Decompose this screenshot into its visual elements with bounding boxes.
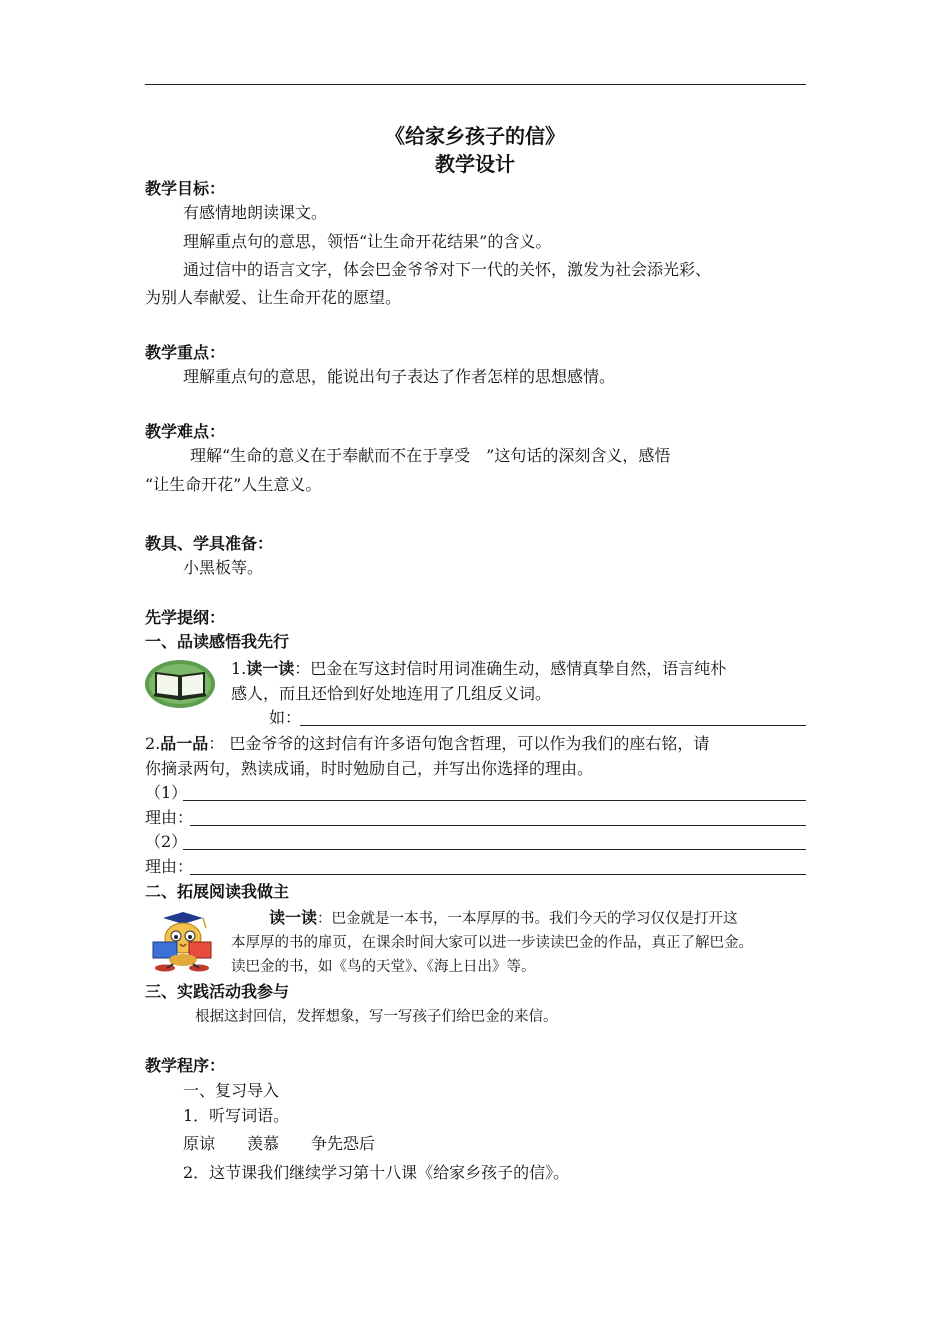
section1-heading: 一、品读感悟我先行 [145, 632, 290, 651]
blank1-label: （1） [145, 783, 188, 802]
section3-heading: 三、实践活动我参与 [145, 982, 290, 1001]
difficulty-line1: 理解“生命的意义在于奉献而不在于享受 ”这句话的深刻含义，感悟 [190, 446, 671, 465]
tools-text: 小黑板等。 [183, 558, 264, 577]
procedure-heading: 教学程序： [145, 1056, 226, 1075]
taste-text1: ： 巴金爷爷的这封信有许多语句饱含哲理，可以作为我们的座右铭，请 [208, 734, 710, 753]
reason2-label: 理由： [145, 857, 194, 876]
goals-heading: 教学目标： [145, 179, 226, 198]
taste-label: 品一品 [160, 734, 209, 753]
outline-heading: 先学提纲： [145, 608, 226, 627]
goals-item3-line1: 通过信中的语言文字，体会巴金爷爷对下一代的关怀，激发为社会添光彩、 [183, 260, 712, 279]
taste-line1 [145, 734, 709, 754]
goals-item3-line2: 为别人奉献爱、让生命开花的愿望。 [145, 288, 402, 307]
difficulty-heading: 教学难点： [145, 422, 226, 441]
taste-num: 2. [145, 734, 161, 753]
ext-text1: ：巴金就是一本书，一本厚厚的书。我们今天的学习仅仅是打开这 [317, 911, 738, 927]
blank1-line[interactable] [183, 800, 806, 801]
procedure-step1-2: 2．这节课我们继续学习第十八课《给家乡孩子的信》。 [183, 1163, 570, 1182]
goals-item2: 理解重点句的意思，领悟“让生命开花结果”的含义。 [183, 232, 552, 251]
reason2-line[interactable] [190, 874, 806, 875]
example-blank[interactable] [300, 725, 806, 726]
open-book-icon [144, 659, 216, 709]
ext-line2: 本厚厚的书的扉页，在课余时间大家可以进一步读读巴金的作品，真正了解巴金。 [231, 935, 753, 951]
read-text1: ：巴金在写这封信时用词准确生动，感情真挚自然，语言纯朴 [294, 659, 727, 678]
reason1-line[interactable] [190, 825, 806, 826]
read-label: 读一读 [246, 659, 295, 678]
practice-text: 根据这封回信，发挥想象，写一写孩子们给巴金的来信。 [195, 1009, 558, 1025]
taste-line2: 你摘录两句，熟读成诵，时时勉励自己，并写出你选择的理由。 [145, 759, 594, 778]
ext-line3: 读巴金的书，如《鸟的天堂》、《海上日出》等。 [231, 959, 536, 975]
top-rule [145, 84, 806, 85]
read-num: 1. [231, 659, 247, 678]
procedure-step1-1: 1．听写词语。 [183, 1106, 290, 1125]
tools-heading: 教具、学具准备： [145, 534, 274, 553]
section2-heading: 二、拓展阅读我做主 [145, 882, 290, 901]
reading-owl-icon [143, 912, 217, 972]
key-heading: 教学重点： [145, 343, 226, 362]
title-line1: 《给家乡孩子的信》 [385, 124, 565, 148]
title-line2: 教学设计 [435, 152, 515, 176]
example-label: 如： [269, 708, 302, 727]
blank2-line[interactable] [183, 849, 806, 850]
blank2-label: （2） [145, 832, 188, 851]
key-text: 理解重点句的意思，能说出句子表达了作者怎样的思想感情。 [183, 367, 616, 386]
goals-item1: 有感情地朗读课文。 [183, 203, 328, 222]
reason1-label: 理由： [145, 808, 194, 827]
read-line2: 感人，而且还恰到好处地连用了几组反义词。 [231, 684, 552, 703]
read-line1 [231, 659, 726, 679]
ext-label: 读一读 [269, 908, 318, 927]
procedure-words: 原谅 羡慕 争先恐后 [183, 1134, 376, 1153]
difficulty-line2: “让生命开花”人生意义。 [145, 475, 322, 494]
procedure-step1: 一、复习导入 [183, 1081, 280, 1100]
ext-line1 [269, 908, 738, 929]
